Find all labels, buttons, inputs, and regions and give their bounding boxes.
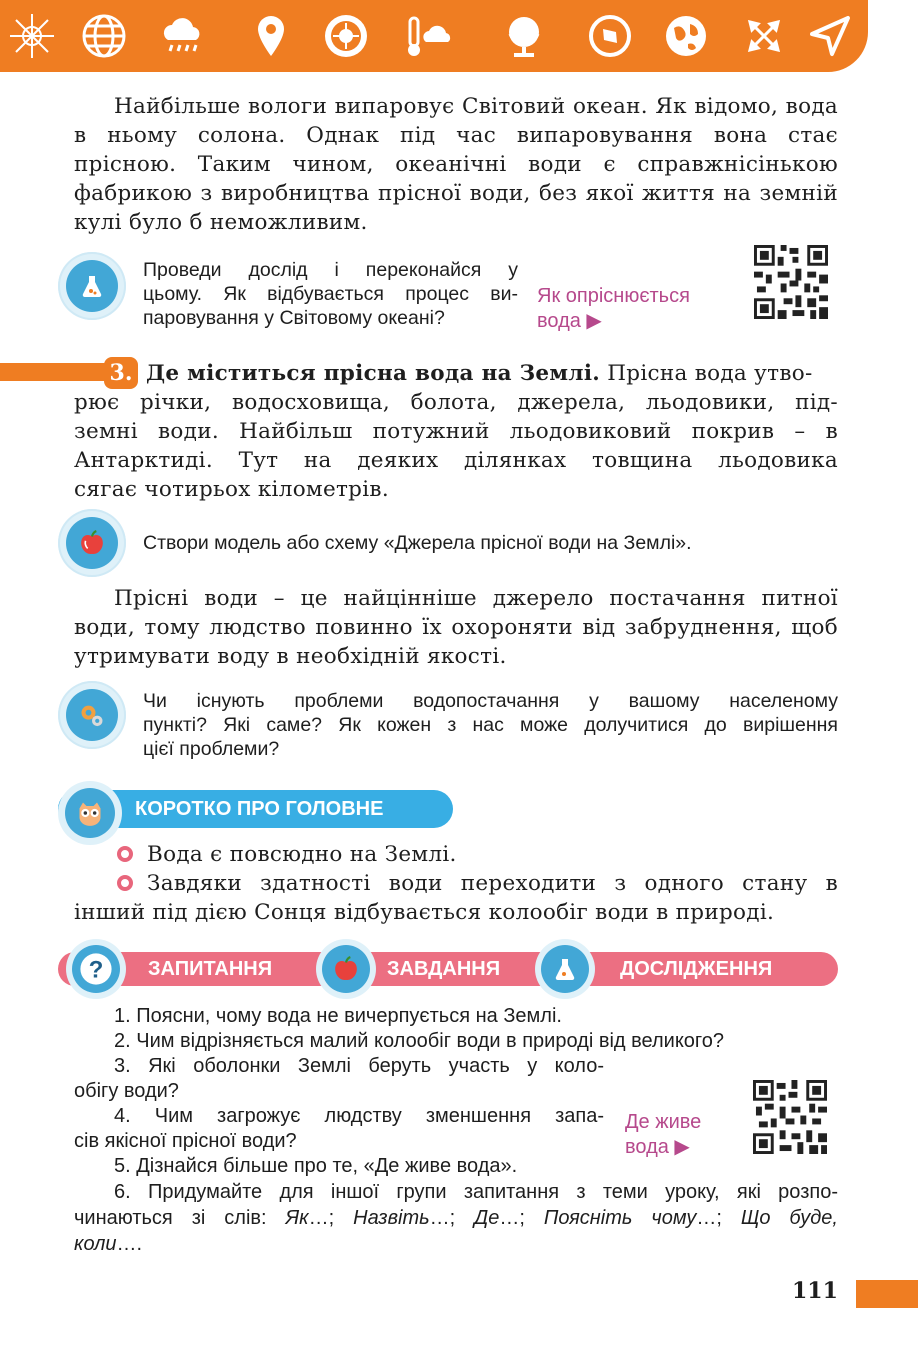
research-label: ДОСЛІДЖЕННЯ (620, 958, 773, 980)
flask-icon (80, 272, 104, 300)
qr-code-living-water[interactable] (753, 1080, 827, 1154)
section-number: 3. (104, 357, 138, 389)
task-text-line: цієї проблеми? (143, 738, 280, 760)
task-model: Створи модель або схему «Джерела прісної води на Землі». (143, 532, 692, 554)
link-line[interactable]: вода ▶ (537, 310, 602, 332)
task-text-line: Проведи дослід і переконайся у (143, 259, 518, 281)
question-item: чинаються зі слів: Як…; Назвіть…; Де…; Поясніть чому…; Що буде, (74, 1207, 838, 1229)
compass-icon (586, 12, 634, 60)
video-link-desalination[interactable] (537, 284, 690, 334)
question-item: 3. Які оболонки Землі беруть участь у коло- (114, 1055, 604, 1077)
section-text: Прісна вода утво- (607, 361, 813, 386)
summary-title: КОРОТКО ПРО ГОЛОВНЕ (135, 798, 384, 820)
section-heading: Де міститься прісна вода на Землі. (146, 361, 601, 386)
earth-icon (662, 12, 710, 60)
bullet-marker (117, 875, 133, 891)
section3-line: земні води. Найбільш потужний льодовиковий покрив – в (74, 419, 838, 444)
sun-badge-icon (322, 12, 370, 60)
question-item: 2. Чим відрізняється малий колообіг води в природі від великого? (114, 1030, 725, 1052)
research-badge (535, 939, 595, 999)
task-text-line: пункті? Які саме? Як кожен з нас може долучитися до вирішення (143, 714, 838, 736)
task-gears-badge (58, 681, 126, 749)
question-item: 4. Чим загрожує людству зменшення запа- (114, 1105, 604, 1127)
summary-item: Завдяки здатності води переходити з одного стану в (147, 871, 838, 896)
question-badge (66, 939, 126, 999)
link-line[interactable]: Де живе (625, 1111, 702, 1133)
question-item: 5. Дізнайся більше про те, «Де живе вода». (114, 1155, 518, 1177)
rain-cloud-icon (158, 12, 206, 60)
questions-label: ЗАПИТАННЯ (148, 958, 273, 980)
fresh-water-paragraph: Прісні води – це найцінніше джерело постачання питної води, тому людство повинно їх охороняти від забруднення, щоб утримувати воду в необхідній якості. (74, 586, 838, 669)
navigation-arrow-icon (806, 12, 854, 60)
question-item: обігу води? (74, 1080, 179, 1102)
owl-badge (58, 781, 122, 845)
tasks-label: ЗАВДАННЯ (387, 958, 501, 980)
header-banner (0, 0, 868, 72)
tasks-badge (316, 939, 376, 999)
page-number: 111 (792, 1278, 838, 1304)
task-apple-badge (58, 509, 126, 577)
task-text-line: цьому. Як відбувається процес ви- (143, 283, 518, 305)
section3-line: сягає чотирьох кілометрів. (74, 477, 389, 502)
section3-line: рює річки, водосховища, болота, джерела, льодовики, під- (74, 390, 838, 415)
task-text-line: Чи існують проблеми водопостачання у вашому населеному (143, 690, 838, 712)
question-icon (79, 952, 113, 986)
section3-line: Антарктиді. Тут на деяких ділянках товщина льодовика (74, 448, 838, 473)
question-item: 1. Поясни, чому вода не вичерпується на Землі. (114, 1005, 562, 1027)
apple-icon (333, 955, 359, 983)
video-link-living-water[interactable] (625, 1110, 701, 1160)
question-item: 6. Придумайте для іншої групи запитання з теми уроку, які розпо- (114, 1181, 838, 1203)
direction-arrows-icon (740, 12, 788, 60)
task-experiment (143, 258, 518, 330)
svg-text:?: ? (88, 956, 104, 984)
page-number-bar (856, 1280, 918, 1308)
thermometer-cloud-icon (404, 12, 452, 60)
section3-line1 (146, 359, 838, 388)
summary-item: інший під дією Сонця відбувається колообіг води в природі. (74, 900, 775, 925)
task-flask-badge (58, 252, 126, 320)
link-line[interactable]: вода ▶ (625, 1136, 690, 1158)
apple-icon (79, 529, 105, 557)
compass-rose-icon (8, 12, 56, 60)
question-item: коли…. (74, 1233, 143, 1255)
gears-icon (78, 701, 106, 729)
globe-grid-icon (80, 12, 128, 60)
owl-icon (76, 799, 104, 827)
desk-globe-icon (500, 12, 548, 60)
intro-paragraph: Найбільше вологи випаровує Світовий океан. Як відомо, вода в ньому солона. Однак під час випаровування вона стає прісною. Таким чином, океанічні води є справжнісінькою фабрикою з виробництва прісної води, без якої життя на земній кулі було б неможливим. (74, 94, 838, 235)
question-item: сів якісної прісної води? (74, 1130, 297, 1152)
task-water-supply (143, 689, 838, 761)
section-marker-bar (0, 363, 112, 381)
flask-icon (553, 955, 577, 983)
location-pin-icon (247, 12, 295, 60)
qr-code-desalination[interactable] (754, 245, 828, 319)
summary-item: Вода є повсюдно на Землі. (147, 842, 457, 867)
task-text-line: паровування у Світовому океані? (143, 307, 445, 329)
link-line[interactable]: Як опріснюється (537, 285, 690, 307)
bullet-marker (117, 846, 133, 862)
